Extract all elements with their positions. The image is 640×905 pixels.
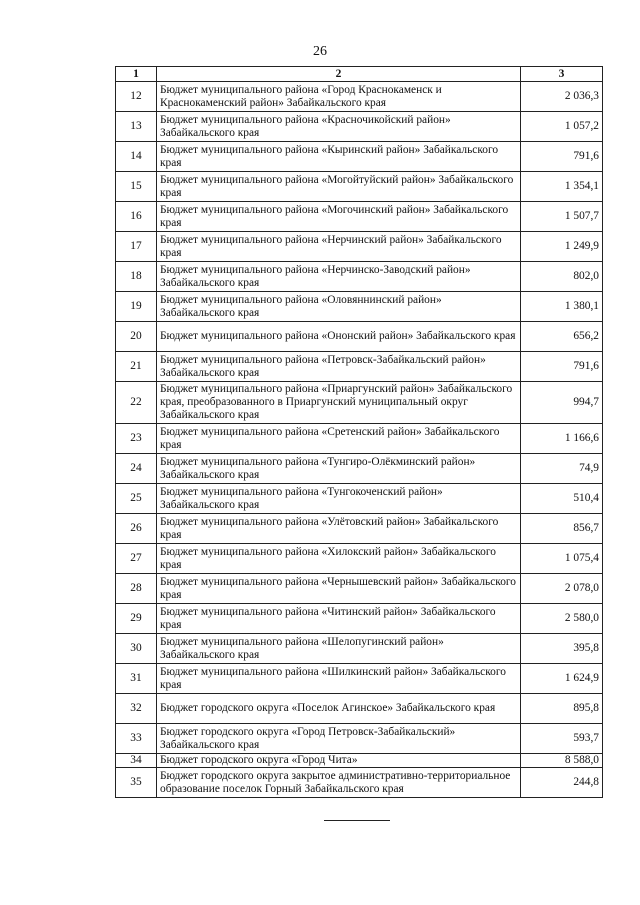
budget-amount: 791,6 bbox=[521, 352, 603, 382]
budget-amount: 856,7 bbox=[521, 514, 603, 544]
table-row bbox=[116, 172, 603, 202]
budget-name: Бюджет муниципального района «Могойтуйский район» Забайкальского края bbox=[157, 172, 521, 202]
row-number: 19 bbox=[116, 292, 157, 322]
budget-name: Бюджет городского округа закрытое административно-территориальное образование поселок Горный Забайкальского края bbox=[157, 768, 521, 798]
row-number: 15 bbox=[116, 172, 157, 202]
row-number: 33 bbox=[116, 724, 157, 754]
row-number: 23 bbox=[116, 424, 157, 454]
table-row bbox=[116, 664, 603, 694]
budget-amount: 1 166,6 bbox=[521, 424, 603, 454]
budget-name: Бюджет муниципального района «Улётовский район» Забайкальского края bbox=[157, 514, 521, 544]
budget-name: Бюджет муниципального района «Петровск-Забайкальский район» Забайкальского края bbox=[157, 352, 521, 382]
row-number: 16 bbox=[116, 202, 157, 232]
budget-name: Бюджет муниципального района «Ононский район» Забайкальского края bbox=[157, 322, 521, 352]
row-number: 12 bbox=[116, 82, 157, 112]
row-number: 32 bbox=[116, 694, 157, 724]
row-number: 30 bbox=[116, 634, 157, 664]
table-row bbox=[116, 232, 603, 262]
budget-amount: 1 057,2 bbox=[521, 112, 603, 142]
row-number: 24 bbox=[116, 454, 157, 484]
table-row bbox=[116, 724, 603, 754]
table-row bbox=[116, 424, 603, 454]
budget-amount: 2 036,3 bbox=[521, 82, 603, 112]
table-row bbox=[116, 484, 603, 514]
column-header-value: 3 bbox=[521, 67, 603, 82]
row-number: 27 bbox=[116, 544, 157, 574]
table-row bbox=[116, 112, 603, 142]
table-row bbox=[116, 604, 603, 634]
budget-name: Бюджет городского округа «Город Петровск-Забайкальский» Забайкальского края bbox=[157, 724, 521, 754]
end-rule bbox=[324, 820, 390, 821]
budget-name: Бюджет муниципального района «Могочинский район» Забайкальского края bbox=[157, 202, 521, 232]
budget-amount: 74,9 bbox=[521, 454, 603, 484]
table-row bbox=[116, 322, 603, 352]
budget-amount: 1 249,9 bbox=[521, 232, 603, 262]
budget-amount: 2 078,0 bbox=[521, 574, 603, 604]
budget-name: Бюджет муниципального района «Кыринский район» Забайкальского края bbox=[157, 142, 521, 172]
budget-amount: 802,0 bbox=[521, 262, 603, 292]
table-row bbox=[116, 574, 603, 604]
budget-name: Бюджет городского округа «Город Чита» bbox=[157, 754, 521, 768]
table-row bbox=[116, 142, 603, 172]
budget-name: Бюджет муниципального района «Красночикойский район» Забайкальского края bbox=[157, 112, 521, 142]
budget-name: Бюджет муниципального района «Чернышевский район» Забайкальского края bbox=[157, 574, 521, 604]
table-header-row bbox=[116, 67, 603, 82]
row-number: 34 bbox=[116, 754, 157, 768]
budget-table bbox=[115, 66, 603, 798]
row-number: 29 bbox=[116, 604, 157, 634]
budget-amount: 2 580,0 bbox=[521, 604, 603, 634]
table-row bbox=[116, 514, 603, 544]
budget-amount: 1 075,4 bbox=[521, 544, 603, 574]
budget-amount: 1 354,1 bbox=[521, 172, 603, 202]
budget-amount: 244,8 bbox=[521, 768, 603, 798]
row-number: 14 bbox=[116, 142, 157, 172]
row-number: 22 bbox=[116, 382, 157, 424]
budget-amount: 656,2 bbox=[521, 322, 603, 352]
budget-name: Бюджет муниципального района «Приаргунский район» Забайкальского края, преобразованного в Приаргунский муниципальный округ Забайкальского края bbox=[157, 382, 521, 424]
budget-name: Бюджет муниципального района «Шелопугинский район» Забайкальского края bbox=[157, 634, 521, 664]
table-row bbox=[116, 694, 603, 724]
row-number: 31 bbox=[116, 664, 157, 694]
budget-amount: 895,8 bbox=[521, 694, 603, 724]
row-number: 28 bbox=[116, 574, 157, 604]
row-number: 25 bbox=[116, 484, 157, 514]
budget-amount: 1 380,1 bbox=[521, 292, 603, 322]
table-row bbox=[116, 634, 603, 664]
table-row bbox=[116, 768, 603, 798]
budget-amount: 1 624,9 bbox=[521, 664, 603, 694]
table-row bbox=[116, 292, 603, 322]
budget-name: Бюджет муниципального района «Шилкинский район» Забайкальского края bbox=[157, 664, 521, 694]
row-number: 21 bbox=[116, 352, 157, 382]
budget-amount: 8 588,0 bbox=[521, 754, 603, 768]
row-number: 20 bbox=[116, 322, 157, 352]
table-row bbox=[116, 382, 603, 424]
budget-name: Бюджет муниципального района «Город Краснокаменск и Краснокаменский район» Забайкальского края bbox=[157, 82, 521, 112]
row-number: 35 bbox=[116, 768, 157, 798]
row-number: 18 bbox=[116, 262, 157, 292]
table-row bbox=[116, 754, 603, 768]
budget-amount: 791,6 bbox=[521, 142, 603, 172]
budget-name: Бюджет муниципального района «Сретенский район» Забайкальского края bbox=[157, 424, 521, 454]
budget-amount: 994,7 bbox=[521, 382, 603, 424]
table-row bbox=[116, 454, 603, 484]
page-number: 26 bbox=[313, 44, 327, 59]
table-row bbox=[116, 352, 603, 382]
budget-name: Бюджет муниципального района «Оловяннинский район» Забайкальского края bbox=[157, 292, 521, 322]
budget-name: Бюджет муниципального района «Тунгокоченский район» Забайкальского края bbox=[157, 484, 521, 514]
budget-name: Бюджет муниципального района «Тунгиро-Олёкминский район» Забайкальского края bbox=[157, 454, 521, 484]
budget-amount: 593,7 bbox=[521, 724, 603, 754]
row-number: 26 bbox=[116, 514, 157, 544]
row-number: 13 bbox=[116, 112, 157, 142]
budget-name: Бюджет муниципального района «Читинский район» Забайкальского края bbox=[157, 604, 521, 634]
budget-name: Бюджет муниципального района «Хилокский район» Забайкальского края bbox=[157, 544, 521, 574]
table-row bbox=[116, 202, 603, 232]
column-header-name: 2 bbox=[157, 67, 521, 82]
budget-amount: 395,8 bbox=[521, 634, 603, 664]
column-header-number: 1 bbox=[116, 67, 157, 82]
budget-amount: 1 507,7 bbox=[521, 202, 603, 232]
table-row bbox=[116, 82, 603, 112]
table-row bbox=[116, 262, 603, 292]
budget-amount: 510,4 bbox=[521, 484, 603, 514]
budget-name: Бюджет городского округа «Поселок Агинское» Забайкальского края bbox=[157, 694, 521, 724]
table-row bbox=[116, 544, 603, 574]
budget-name: Бюджет муниципального района «Нерчинско-Заводский район» Забайкальского края bbox=[157, 262, 521, 292]
row-number: 17 bbox=[116, 232, 157, 262]
budget-name: Бюджет муниципального района «Нерчинский район» Забайкальского края bbox=[157, 232, 521, 262]
